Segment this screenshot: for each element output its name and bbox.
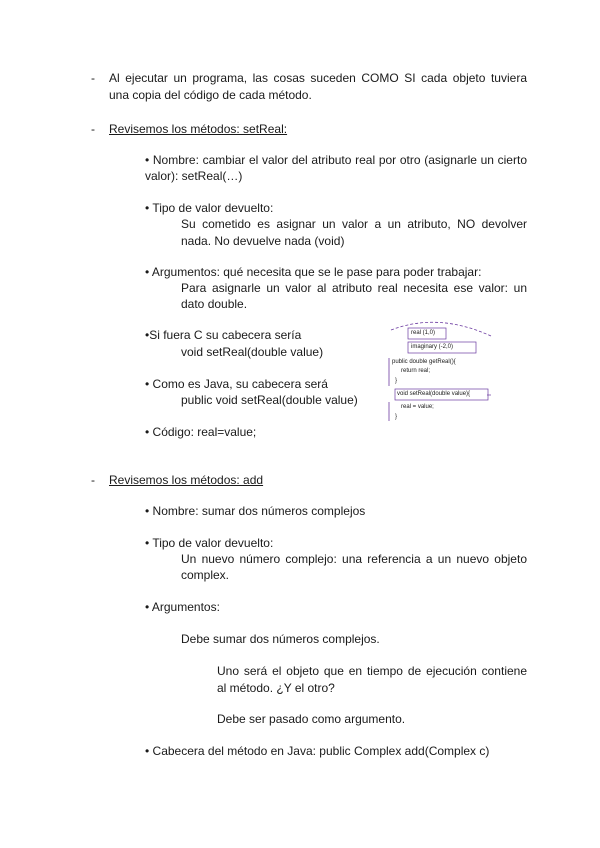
setreal-args-line2: dato double. — [181, 297, 248, 311]
section2-bullet: - — [91, 122, 95, 136]
setreal-c-label: •Si fuera C su cabecera sería — [145, 328, 302, 342]
object-diagram-outline — [383, 318, 493, 426]
setreal-tipo-line1: Su cometido es asignar un valor a un atributo, NO devolver — [181, 217, 527, 231]
diagram-getreal-sig: public double getReal(){ — [392, 359, 456, 365]
add-cabecera: • Cabecera del método en Java: public Complex add(Complex c) — [145, 744, 490, 758]
setreal-java-label: • Como es Java, su cabecera será — [145, 377, 328, 391]
setreal-nombre-line1: • Nombre: cambiar el valor del atributo real por otro (asignarle un cierto — [145, 153, 527, 167]
diagram-getreal-body: return real; — [401, 368, 431, 374]
section2-heading: Revisemos los métodos: setReal: — [109, 122, 288, 136]
add-tipo-label: • Tipo de valor devuelto: — [145, 536, 274, 550]
diagram-setreal-sig: void setReal(double value){ — [397, 391, 471, 397]
diagram-setreal-close: } — [395, 414, 398, 420]
object-diagram — [383, 318, 493, 426]
add-uno-line2: al método. ¿Y el otro? — [217, 681, 335, 695]
add-args-label: • Argumentos: — [145, 600, 220, 614]
section1-line2: una copia del código de cada método. — [109, 88, 312, 102]
setreal-nombre-line2: valor): setReal(…) — [145, 169, 243, 183]
add-tipo-line2: complex. — [181, 568, 230, 582]
setreal-c-code: void setReal(double value) — [181, 345, 324, 359]
setreal-tipo-line2: nada. No devuelve nada (void) — [181, 234, 345, 248]
section1-bullet: - — [91, 71, 95, 85]
setreal-java-code: public void setReal(double value) — [181, 393, 358, 407]
add-uno-line1: Uno será el objeto que en tiempo de ejecución contiene — [217, 664, 527, 678]
setreal-args-label: • Argumentos: qué necesita que se le pase para poder trabajar: — [145, 265, 482, 279]
add-debe-pasado: Debe ser pasado como argumento. — [217, 712, 406, 726]
section3-bullet: - — [91, 473, 95, 487]
diagram-setreal-body: real = value; — [401, 404, 434, 410]
section1-line1: Al ejecutar un programa, las cosas suceden COMO SI cada objeto tuviera — [109, 71, 527, 85]
add-debe-sumar: Debe sumar dos números complejos. — [181, 632, 380, 646]
add-tipo-line1: Un nuevo número complejo: una referencia a un nuevo objeto — [181, 552, 527, 566]
diagram-box-real: real (1,0) — [411, 330, 436, 336]
diagram-getreal-close: } — [395, 378, 398, 384]
setreal-args-line1: Para asignarle un valor al atributo real necesita ese valor: un — [181, 281, 527, 295]
setreal-tipo-label: • Tipo de valor devuelto: — [145, 201, 274, 215]
section3-heading: Revisemos los métodos: add — [109, 473, 264, 487]
add-nombre: • Nombre: sumar dos números complejos — [145, 504, 366, 518]
diagram-box-imaginary: imaginary (-2,0) — [411, 344, 454, 350]
setreal-codigo: • Código: real=value; — [145, 425, 257, 439]
